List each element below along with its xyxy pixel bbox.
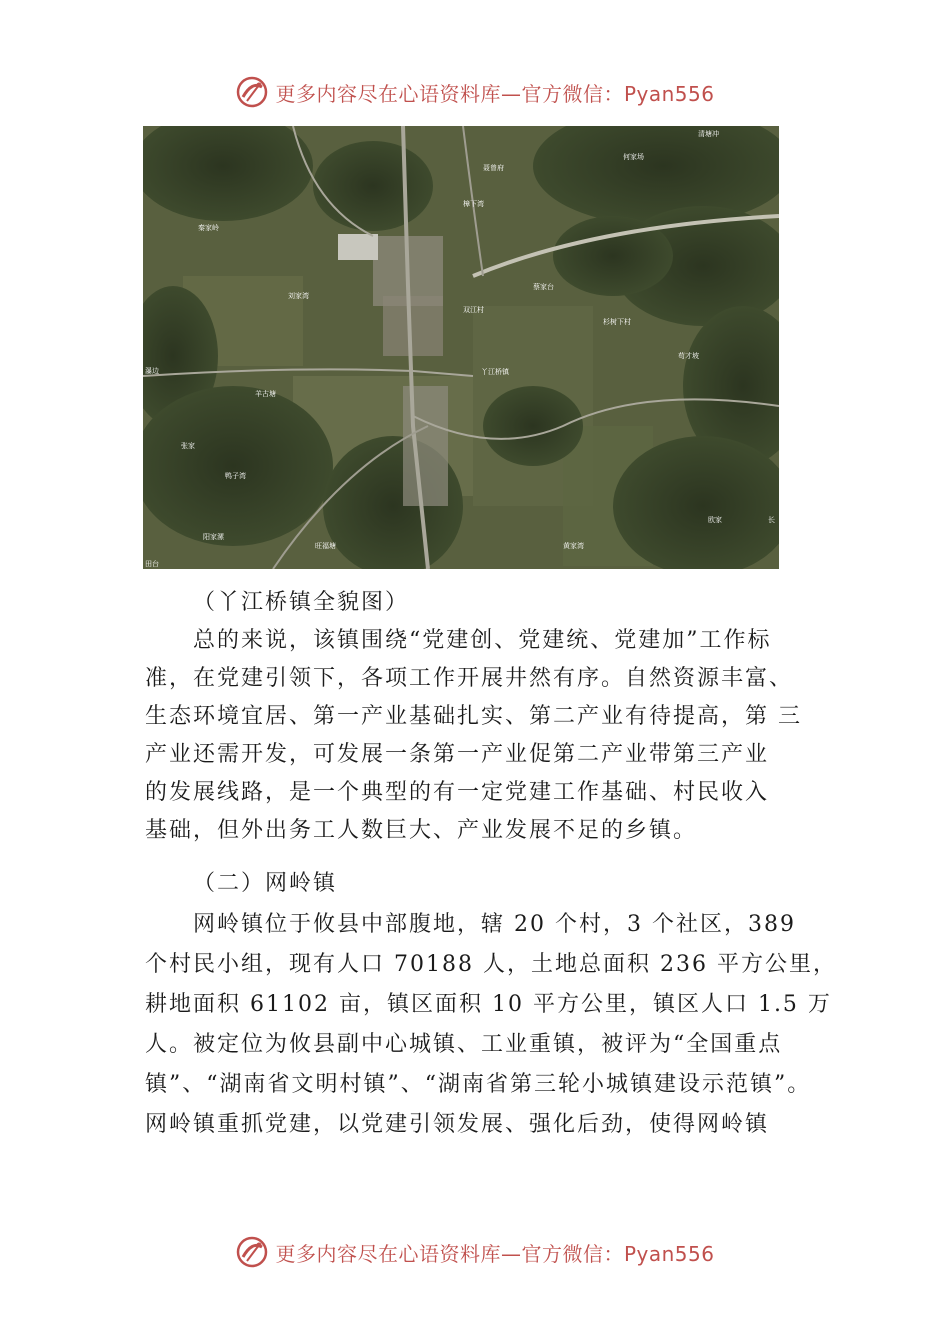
header-watermark <box>0 72 950 112</box>
paragraph-line: 的发展线路，是一个典型的有一定党建工作基础、村民收入 <box>145 780 770 805</box>
map-label: 丫江桥镇 <box>481 368 509 376</box>
paragraph-line: 人。被定位为攸县副中心城镇、工业重镇，被评为“全国重点 <box>145 1032 783 1057</box>
map-label: 黄家湾 <box>563 542 584 550</box>
footer-watermark-text: 更多内容尽在心语资料库—官方微信：Pyan556 <box>275 1241 715 1266</box>
map-label: 苟才坡 <box>678 352 699 360</box>
map-label: 蔡家台 <box>533 283 554 291</box>
brand-logo-icon <box>235 1235 269 1269</box>
map-label: 长 <box>768 516 775 524</box>
paragraph-line: 网岭镇位于攸县中部腹地，辖 20 个村，3 个社区，389 <box>193 912 796 937</box>
map-label: 双江村 <box>463 306 484 314</box>
aerial-map-graphic <box>143 126 779 569</box>
paragraph-line: 个村民小组，现有人口 70188 人，土地总面积 236 平方公里， <box>145 952 837 977</box>
paragraph-line: 准，在党建引领下，各项工作开展井然有序。自然资源丰富、 <box>145 666 794 691</box>
paragraph-line: 基础，但外出务工人数巨大、产业发展不足的乡镇。 <box>145 818 698 843</box>
map-label: 旺福塘 <box>315 542 336 550</box>
caption-text: （丫江桥镇全貌图） <box>193 590 410 615</box>
map-label: 樟下湾 <box>463 200 484 208</box>
map-label: 秦家岭 <box>198 224 219 232</box>
wangling-paragraph <box>145 905 837 1145</box>
paragraph-line: 耕地面积 61102 亩，镇区面积 10 平方公里，镇区人口 1.5 万 <box>145 992 832 1017</box>
map-label: 聂曾府 <box>483 164 504 172</box>
brand-logo-icon <box>235 75 269 109</box>
header-watermark-text: 更多内容尽在心语资料库—官方微信：Pyan556 <box>275 81 715 106</box>
map-label: 何家场 <box>623 153 644 161</box>
map-label: 杉树下村 <box>603 318 631 326</box>
town-aerial-map <box>143 126 779 569</box>
map-label: 阳家漯 <box>203 533 224 541</box>
section-heading-text: （二）网岭镇 <box>193 871 338 896</box>
figure-caption <box>145 584 815 622</box>
paragraph-line: 镇”、“湖南省文明村镇”、“湖南省第三轮小城镇建设示范镇”。 <box>145 1072 812 1097</box>
map-label: 清塘冲 <box>698 130 719 138</box>
map-label: 刘家湾 <box>288 292 309 300</box>
map-label: 羊古塘 <box>255 390 276 398</box>
paragraph-line: 产业还需开发，可发展一条第一产业促第二产业带第三产业 <box>145 742 770 767</box>
map-label: 田台 <box>145 560 159 568</box>
summary-paragraph <box>145 622 815 850</box>
map-label: 鸭子湾 <box>225 472 246 480</box>
paragraph-line: 总的来说，该镇围绕“党建创、党建统、党建加”工作标 <box>193 628 772 653</box>
paragraph-line: 生态环境宜居、第一产业基础扎实、第二产业有待提高，第 三 <box>145 704 802 729</box>
map-label: 张家 <box>181 442 195 450</box>
map-label: 欧家 <box>708 516 722 524</box>
footer-watermark <box>0 1232 950 1272</box>
section-heading <box>145 865 815 903</box>
map-label: 瀑边 <box>145 367 159 375</box>
paragraph-line: 网岭镇重抓党建，以党建引领发展、强化后劲，使得网岭镇 <box>145 1112 770 1137</box>
